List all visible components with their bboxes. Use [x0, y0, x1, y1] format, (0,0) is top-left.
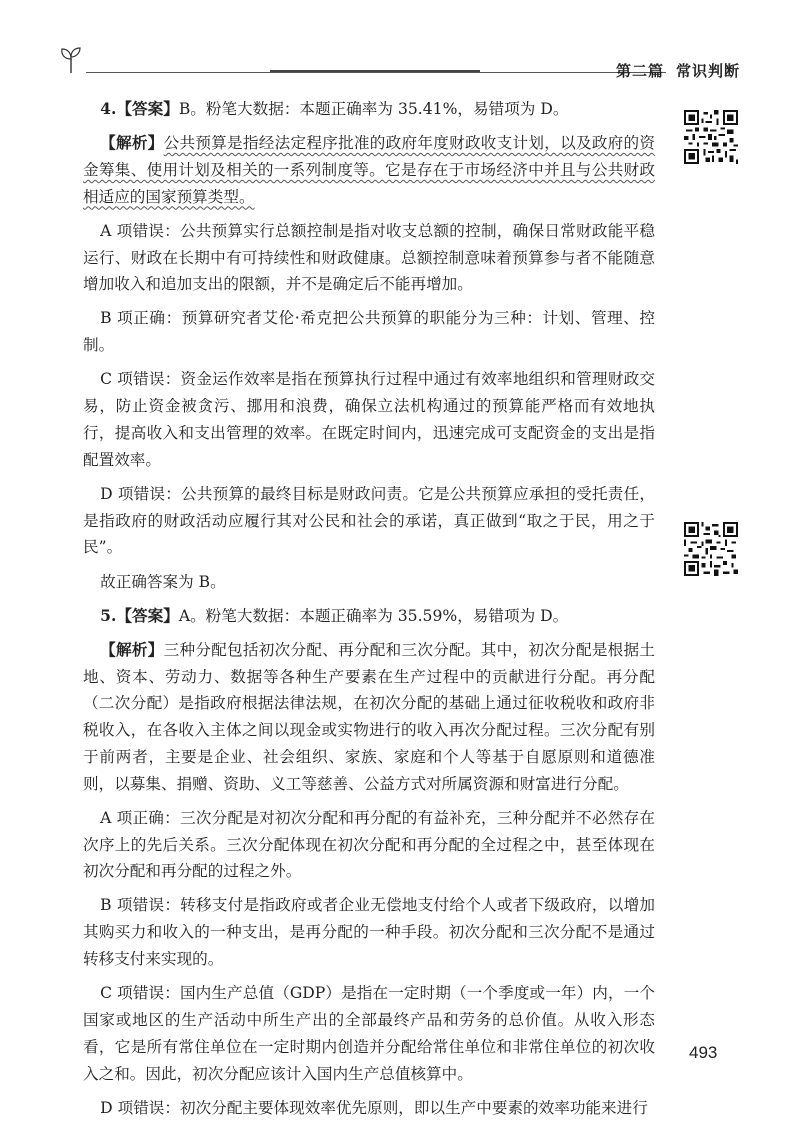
q4-option-d: D 项错误：公共预算的最终目标是财政问责。它是公共预算应承担的受托责任，是指政府的财政活动应履行其对公民和社会的承诺，真正做到“取之于民，用之于民”。: [83, 484, 655, 557]
q5-option-a: A 项正确：三次分配是对初次分配和再分配的有益补充，三种分配并不必然存在次序上的先后关系。三次分配体现在初次分配和再分配的全过程之中，甚至体现在初次分配和再分配的过程之外。: [83, 808, 655, 881]
q4-option-c: C 项错误：资金运作效率是指在预算执行过程中通过有效率地组织和管理财政交易，防止资金被贪污、挪用和浪费，确保立法机构通过的预算能严格而有效地执行，提高收入和支出管理的效率。在既定时间内，迅速完成可支配资金的支出是指配置效率。: [83, 370, 655, 469]
running-header: [60, 44, 740, 80]
q4-analysis: [83, 130, 655, 210]
qr-code-icon: [684, 110, 738, 164]
q5-analysis-label: 【解析】: [100, 639, 164, 659]
page-number: 493: [689, 1043, 718, 1062]
q4-option-a: A 项错误：公共预算实行总额控制是指对收支总额的控制，确保日常财政能平稳运行、财政在长期中有可持续性和财政健康。总额控制意味着预算参与者不能随意增加收入和追加支出的限额，并不是确定后不能再增加。: [83, 221, 655, 294]
q5-option-d: D 项错误：初次分配主要体现效率优先原则，即以生产中要素的效率功能来进行: [100, 1098, 648, 1117]
q5-analysis-text: 三种分配包括初次分配、再分配和三次分配。其中，初次分配是根据土地、资本、劳动力、数据等各种生产要素在生产过程中的贡献进行分配。再分配（二次分配）是指政府根据法律法规，在初次分配的基础上通过征收税收和政府非税收入，在各收入主体之间以现金或实物进行的收入再次分配过程。三次分配有别于前两者，主要是企业、社会组织、家族、家庭和个人等基于自愿原则和道德准则，以募集、捐赠、资助、义工等慈善、公益方式对所属资源和财富进行分配。: [83, 640, 655, 793]
q4-answer: [83, 96, 655, 123]
q4-answer-text: B。粉笔大数据：本题正确率为 35.41%，易错项为 D。: [178, 100, 569, 118]
q4-conclusion: 故正确答案为 B。: [100, 572, 226, 591]
q5-analysis: [83, 637, 655, 798]
qr-code-icon: [684, 522, 738, 576]
q4-option-b: B 项正确：预算研究者艾伦·希克把公共预算的职能分为三种：计划、管理、控制。: [83, 309, 655, 355]
q5-answer-label: 5.【答案】: [100, 605, 179, 625]
header-section: 第二篇: [615, 62, 664, 80]
q4-analysis-label: 【解析】: [100, 133, 164, 153]
sprout-icon: [60, 44, 82, 74]
q4-answer-label: 4.【答案】: [100, 99, 179, 118]
header-rule-accent: [270, 70, 480, 72]
q5-answer-text: A。粉笔大数据：本题正确率为 35.59%，易错项为 D。: [178, 606, 569, 625]
header-rule: [86, 72, 666, 73]
q5-answer: [83, 603, 655, 630]
q5-option-b: B 项错误：转移支付是指政府或者企业无偿地支付给个人或者下级政府，以增加其购买力和收入的一种支出，是再分配的一种手段。初次分配和三次分配不是通过转移支付来实现的。: [83, 896, 655, 969]
header-chapter: 常识判断: [675, 62, 740, 80]
q5-option-c: C 项错误：国内生产总值（GDP）是指在一定时期（一个季度或一年）内，一个国家或地区的生产活动中所生产出的全部最终产品和劳务的总价值。从收入形态看，它是所有常住单位在一定时期内创造并分配给常住单位和非常住单位的初次收入之和。因此，初次分配应该计入国内生产总值核算中。: [83, 984, 655, 1083]
page-content: [83, 96, 655, 1129]
q4-analysis-text: 公共预算是指经法定程序批准的政府年度财政收支计划，以及政府的资金筹集、使用计划及相关的一系列制度等。它是存在于市场经济中并且与公共财政相适应的国家预算类型。: [83, 134, 655, 206]
header-title: [604, 60, 740, 81]
